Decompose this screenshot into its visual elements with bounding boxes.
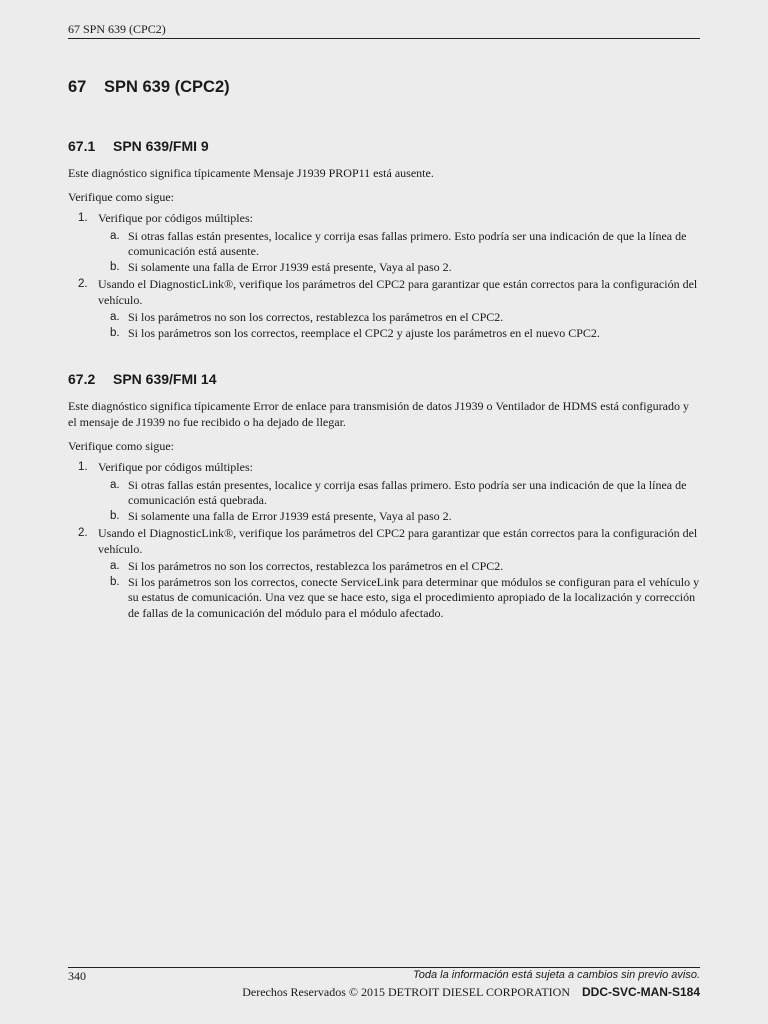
page-content: [68, 78, 700, 621]
section-67-1: [68, 138, 700, 341]
substep-marker: b.: [110, 326, 120, 339]
section-number: 67.1: [68, 138, 96, 154]
substep-marker: b.: [110, 575, 120, 588]
footer-copyright-line: [242, 985, 700, 1000]
section-number: 67.2: [68, 371, 96, 387]
substep-marker: a.: [110, 229, 120, 242]
page-number: 340: [68, 969, 86, 983]
footer-notice: Toda la información está sujeta a cambios sin previo aviso.: [413, 969, 700, 981]
substep-marker: a.: [110, 560, 120, 572]
document-id: DDC-SVC-MAN-S184: [581, 985, 700, 999]
section-intro: Este diagnóstico significa típicamente Error de enlace para transmisión de datos J1939 o Ventilador de HDMS está configurado y el mensaje de J1939 no fue recibido o ha dejado de llegar.: [68, 399, 689, 429]
substep-item: [98, 310, 700, 326]
chapter-title: [68, 78, 700, 97]
step-text: Verifique por códigos múltiples:: [98, 460, 253, 474]
chapter-number: 67: [68, 78, 87, 96]
step-item: [68, 460, 700, 524]
step-text: Usando el DiagnosticLink®, verifique los parámetros del CPC2 para garantizar que están correctos para la configuración del vehículo.: [98, 277, 698, 307]
chapter-title-text: SPN 639 (CPC2): [104, 78, 230, 96]
step-marker: 2.: [78, 527, 88, 539]
verify-label: Verifique como sigue:: [68, 190, 174, 204]
substep-text: Si los parámetros son los correctos, reemplace el CPC2 y ajuste los parámetros en el nuevo CPC2.: [128, 325, 600, 340]
substep-item: [98, 509, 700, 525]
section-title: SPN 639/FMI 14: [113, 371, 217, 387]
section-title: SPN 639/FMI 9: [113, 138, 209, 154]
step-text: Verifique por códigos múltiples:: [98, 211, 253, 225]
substep-text: Si otras fallas están presentes, localice y corrija esas fallas primero. Esto podría ser una indicación de que la línea de comunicación está ausente.: [128, 228, 687, 258]
substep-marker: a.: [110, 478, 120, 491]
substep-text: Si otras fallas están presentes, localice y corrija esas fallas primero. Esto podría ser una indicación de que la línea de comunicación está quebrada.: [128, 477, 687, 507]
substep-item: [98, 559, 700, 575]
section-heading: [68, 138, 700, 154]
section-67-2: [68, 371, 700, 621]
step-item: [68, 526, 700, 621]
substep-marker: b.: [110, 509, 120, 522]
header-rule: [68, 38, 700, 39]
step-list: [68, 211, 700, 341]
substep-list: [98, 478, 700, 525]
section-intro: Este diagnóstico significa típicamente Mensaje J1939 PROP11 está ausente.: [68, 166, 434, 180]
substep-item: [98, 260, 700, 276]
footer-rule: [68, 967, 700, 968]
substep-text: Si los parámetros no son los correctos, restablezca los parámetros en el CPC2.: [128, 310, 504, 324]
substep-item: [98, 575, 700, 622]
substep-list: [98, 310, 700, 341]
substep-item: [98, 478, 700, 509]
substep-list: [98, 229, 700, 276]
verify-label: Verifique como sigue:: [68, 439, 174, 453]
substep-list: [98, 559, 700, 621]
copyright-text: Derechos Reservados © 2015 DETROIT DIESEL CORPORATION: [242, 985, 570, 999]
substep-marker: b.: [110, 260, 120, 273]
step-text: Usando el DiagnosticLink®, verifique los parámetros del CPC2 para garantizar que están correctos para la configuración del vehículo.: [98, 526, 698, 556]
substep-text: Si los parámetros son los correctos, conecte ServiceLink para determinar que módulos se configuran para el vehículo y su estatus de comunicación. Una vez que se hace esto, siga el procedimiento apropiado de la localización y corrección de fallas de la comunicación del módulo para el módulo afectado.: [128, 574, 700, 620]
substep-text: Si solamente una falla de Error J1939 está presente, Vaya al paso 2.: [128, 259, 452, 274]
substep-item: [98, 326, 700, 342]
substep-text: Si solamente una falla de Error J1939 está presente, Vaya al paso 2.: [128, 508, 452, 523]
step-marker: 2.: [78, 278, 88, 290]
step-item: [68, 211, 700, 275]
step-item: [68, 277, 700, 341]
substep-text: Si los parámetros no son los correctos, restablezca los parámetros en el CPC2.: [128, 559, 504, 573]
step-marker: 1.: [78, 212, 88, 224]
section-heading: [68, 371, 700, 387]
step-marker: 1.: [78, 461, 88, 473]
substep-item: [98, 229, 700, 260]
substep-marker: a.: [110, 311, 120, 323]
running-header: 67 SPN 639 (CPC2): [68, 22, 166, 36]
step-list: [68, 460, 700, 621]
